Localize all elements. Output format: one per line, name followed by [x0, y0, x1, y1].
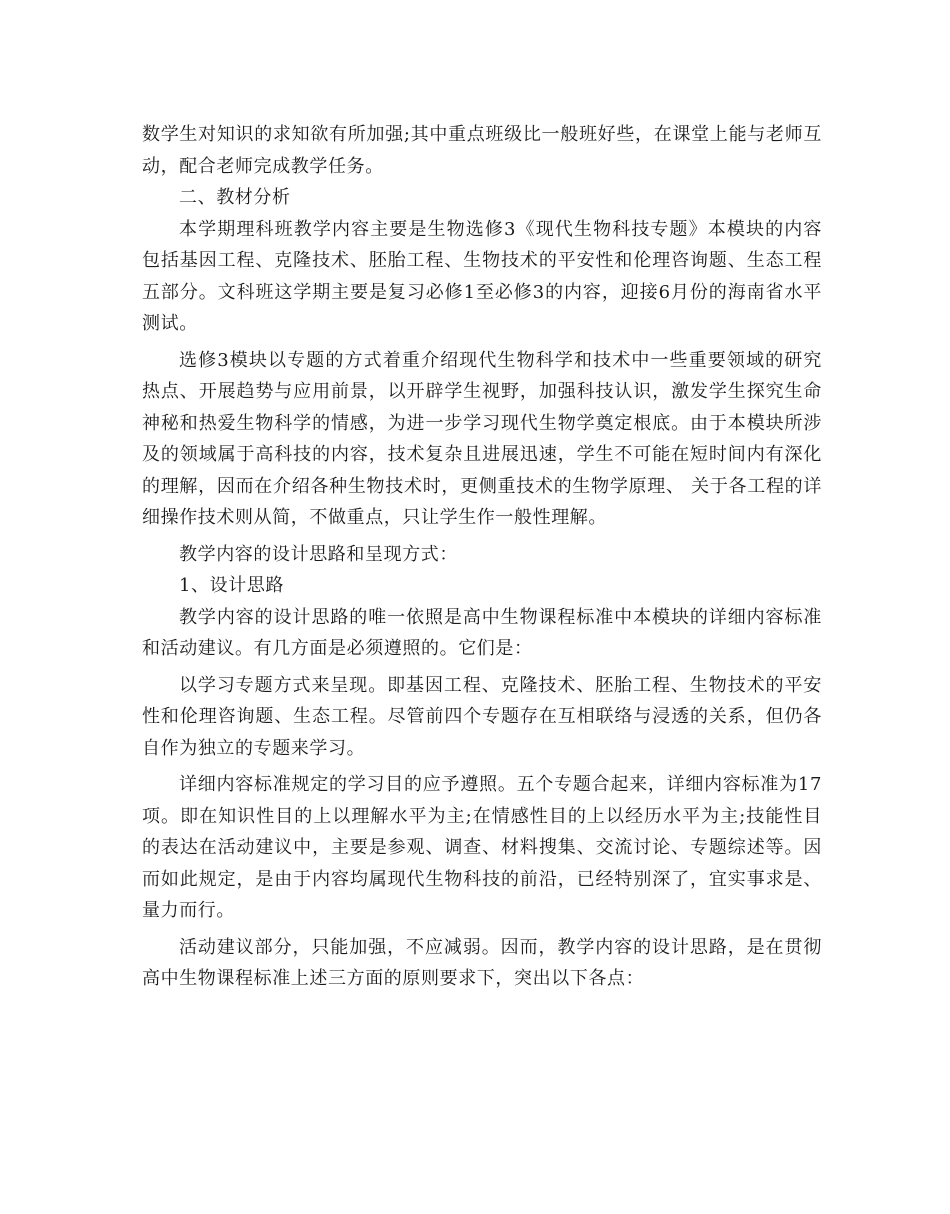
paragraph-module-intro: 选修3模块以专题的方式着重介绍现代生物科学和技术中一些重要领域的研究热点、开展趋势与应用前景，以开辟学生视野，加强科技认识，激发学生探究生命神秘和热爱生物科学的情感，为进一步学习现代生物学奠定根底。由于本模块所涉及的领域属于高科技的内容，技术复杂且进展迅速，学生不可能在短时间内有深化的理解，因而在介绍各种生物技术时，更侧重技术的生物学原理、 关于各工程的详细操作技术则从简，不做重点，只让学生作一般性理解。: [142, 349, 822, 528]
paragraph-semester-content: 本学期理科班教学内容主要是生物选修3《现代生物科技专题》本模块的内容包括基因工程、克隆技术、胚胎工程、生物技术的平安性和伦理咨询题、生态工程五部分。文科班这学期主要是复习必修1至必修3的内容，迎接6月份的海南省水平测试。: [142, 218, 822, 334]
paragraph-topic-presentation: 以学习专题方式来呈现。即基因工程、克隆技术、胚胎工程、生物技术的平安性和伦理咨询题、生态工程。尽管前四个专题存在互相联络与浸透的关系，但仍各自作为独立的专题来学习。: [142, 674, 822, 759]
heading-textbook-analysis: 二、教材分析: [179, 187, 291, 208]
paragraph-design-basis: 教学内容的设计思路的唯一依照是高中生物课程标准中本模块的详细内容标准和活动建议。有几方面是必须遵照的。它们是：: [142, 606, 822, 659]
paragraph-activity-suggestions: 活动建议部分，只能加强，不应减弱。因而，教学内容的设计思路，是在贯彻高中生物课程标准上述三方面的原则要求下，突出以下各点：: [142, 936, 822, 989]
heading-design-ideas: 1、设计思路: [179, 575, 285, 596]
paragraph-learning-objectives: 详细内容标准规定的学习目的应予遵照。五个专题合起来，详细内容标准为17项。即在知识性目的上以理解水平为主;在情感性目的上以经历水平为主;技能性目的表达在活动建议中，主要是参观、调查、材料搜集、交流讨论、专题综述等。因而如此规定，是由于内容均属现代生物科技的前沿，已经特别深了，宜实事求是、量力而行。: [142, 774, 822, 921]
document-body: [142, 119, 822, 995]
heading-design-and-presentation: 教学内容的设计思路和呈现方式：: [179, 543, 458, 565]
paragraph-student-analysis-end: 数学生对知识的求知欲有所加强;其中重点班级比一般班好些，在课堂上能与老师互动，配合老师完成教学任务。: [142, 124, 822, 177]
